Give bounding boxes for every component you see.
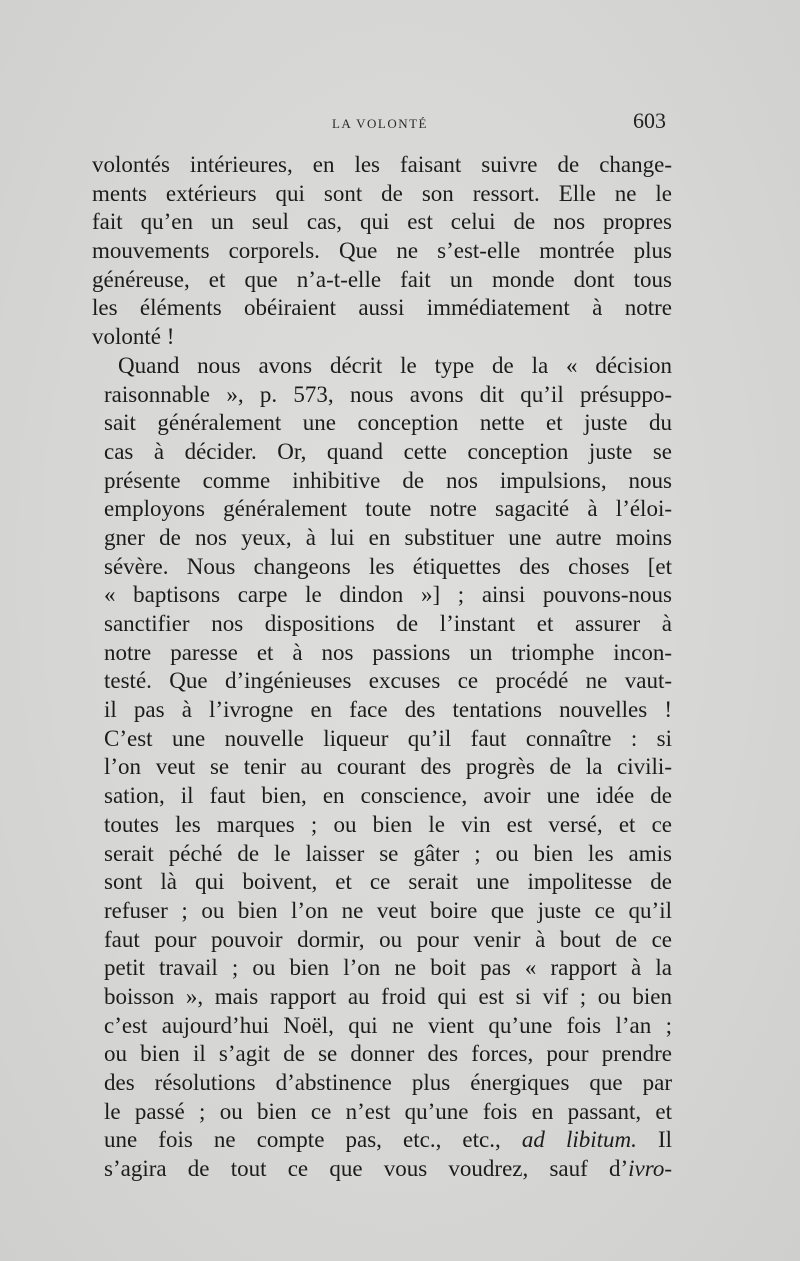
text-line: il pas à l’ivrogne en face des tentations nouvelles ! bbox=[104, 697, 672, 723]
text-line: les éléments obéiraient aussi immédiatement à notre bbox=[92, 295, 672, 321]
text-line: gner de nos yeux, à lui en substituer une autre moins bbox=[104, 524, 672, 550]
text-line: fait qu’en un seul cas, qui est celui de nos propres bbox=[92, 209, 672, 235]
text-segment: s’agira de tout ce que vous voudrez, sauf d’ bbox=[104, 1156, 629, 1182]
text-line: présente comme inhibitive de nos impulsions, nous bbox=[104, 467, 672, 493]
italic-word-fragment: ivro- bbox=[628, 1156, 672, 1182]
text-line: sation, il faut bien, en conscience, avoir une idée de bbox=[104, 783, 672, 809]
text-segment: une fois ne compte pas, etc., etc., bbox=[104, 1127, 501, 1153]
text-line: toutes les marques ; ou bien le vin est versé, et ce bbox=[104, 811, 672, 837]
text-line: généreuse, et que n’a-t-elle fait un monde dont tous bbox=[92, 266, 672, 292]
text-line: « baptisons carpe le dindon »] ; ainsi pouvons-nous bbox=[104, 582, 672, 608]
page-number: 603 bbox=[633, 108, 666, 133]
text-segment: Il bbox=[657, 1127, 673, 1153]
text-line: des résolutions d’abstinence plus énergiques que par bbox=[104, 1070, 672, 1095]
text-line: ou bien il s’agit de se donner des forces, pour prendre bbox=[104, 1041, 672, 1067]
text-line: notre paresse et à nos passions un triomphe incon- bbox=[104, 639, 672, 665]
text-line bbox=[92, 1126, 672, 1155]
text-line: faut pour pouvoir dormir, ou pour venir à bout de ce bbox=[104, 926, 672, 952]
paragraph-end-line: volonté ! bbox=[92, 324, 175, 350]
text-line: sévère. Nous changeons les étiquettes des choses [et bbox=[104, 553, 672, 579]
text-line: c’est aujourd’hui Noël, qui ne vient qu’une fois l’an ; bbox=[104, 1012, 672, 1038]
text-line: employons généralement toute notre sagacité à l’éloi- bbox=[104, 496, 672, 522]
text-line: mouvements corporels. Que ne s’est-elle montrée plus bbox=[92, 238, 672, 264]
paragraph-start-line: Quand nous avons décrit le type de la « décision bbox=[118, 352, 672, 378]
text-line: sanctifier nos dispositions de l’instant et assurer à bbox=[104, 611, 672, 636]
text-line: testé. Que d’ingénieuses excuses ce procédé ne vaut- bbox=[104, 668, 672, 694]
text-line: cas à décider. Or, quand cette conception juste se bbox=[104, 438, 672, 464]
text-line: petit travail ; ou bien l’on ne boit pas « rapport à la bbox=[104, 955, 672, 981]
text-line: l’on veut se tenir au courant des progrès de la civili- bbox=[104, 754, 672, 780]
text-line bbox=[92, 1155, 672, 1184]
text-line: C’est une nouvelle liqueur qu’il faut connaître : si bbox=[104, 725, 672, 751]
running-head bbox=[92, 108, 668, 136]
text-line: sont là qui boivent, et ce serait une impolitesse de bbox=[104, 869, 672, 895]
text-line: ments extérieurs qui sont de son ressort. Elle ne le bbox=[92, 180, 672, 206]
text-line: volontés intérieures, en les faisant suivre de change- bbox=[92, 152, 672, 177]
text-line: sait généralement une conception nette et juste du bbox=[104, 410, 672, 436]
italic-phrase: ad libitum. bbox=[521, 1127, 637, 1153]
text-line: serait péché de le laisser se gâter ; ou bien les amis bbox=[104, 840, 672, 866]
running-title: LA VOLONTÉ bbox=[331, 116, 428, 131]
text-line: boisson », mais rapport au froid qui est si vif ; ou bien bbox=[104, 983, 672, 1009]
body-text bbox=[92, 151, 672, 1184]
text-line: raisonnable », p. 573, nous avons dit qu’il présuppo- bbox=[104, 381, 672, 407]
text-line: le passé ; ou bien ce n’est qu’une fois en passant, et bbox=[104, 1098, 672, 1124]
text-line: refuser ; ou bien l’on ne veut boire que juste ce qu’il bbox=[104, 897, 672, 923]
